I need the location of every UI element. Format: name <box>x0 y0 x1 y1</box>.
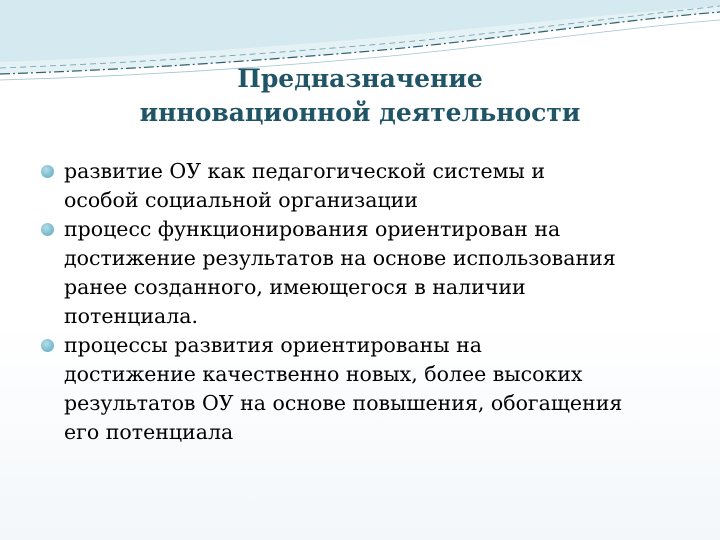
bullet-text-line: потенциала. <box>64 304 198 328</box>
bullet-text-line: его потенциала <box>64 420 234 444</box>
bullet-text-line: особой социальной организации <box>64 188 418 212</box>
bullet-list <box>38 157 688 447</box>
bullet-dot-icon <box>41 223 54 236</box>
bullet-dot-icon <box>41 339 54 352</box>
bullet-text-line: процессы развития ориентированы на <box>64 333 482 357</box>
bullet-item <box>38 215 688 331</box>
bullet-text-line: развитие ОУ как педагогической системы и <box>64 159 546 183</box>
bullet-dot-icon <box>41 165 54 178</box>
slide-title <box>60 62 660 130</box>
bullet-item <box>38 157 688 215</box>
title-line-2: инновационной деятельности <box>139 98 581 127</box>
bullet-item <box>38 331 688 447</box>
bullet-text-line: результатов ОУ на основе повышения, обогащения <box>64 391 623 415</box>
bullet-text-line: процесс функционирования ориентирован на <box>64 217 561 241</box>
bullet-text-line: достижение качественно новых, более высоких <box>64 362 583 386</box>
bullet-text-line: достижение результатов на основе использования <box>64 246 616 270</box>
title-line-1: Предназначение <box>237 64 483 93</box>
bullet-text-line: ранее созданного, имеющегося в наличии <box>64 275 526 299</box>
